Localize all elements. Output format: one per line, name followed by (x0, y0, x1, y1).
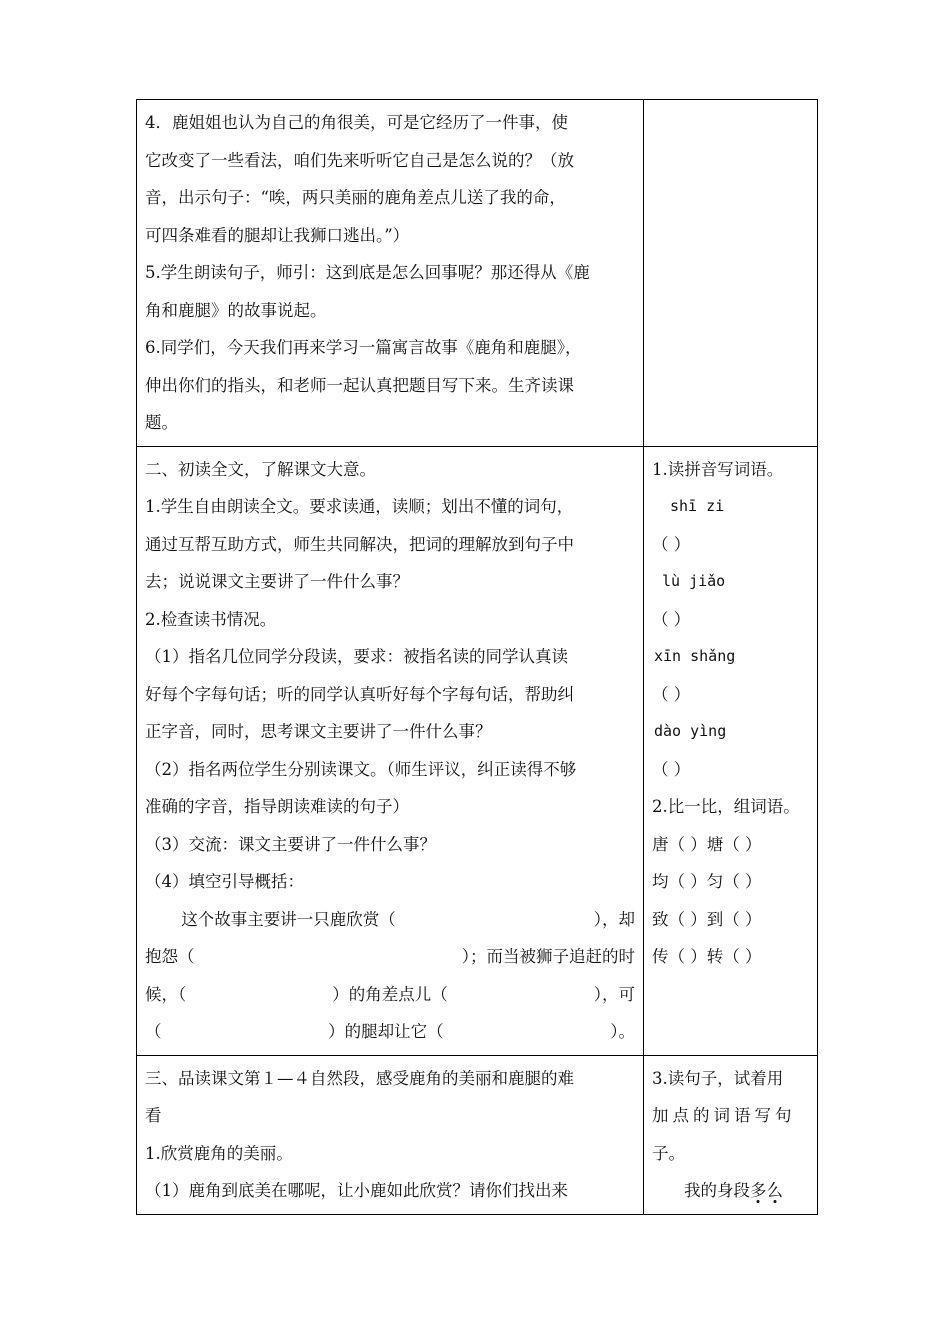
fill-in-line (145, 976, 635, 1014)
text-line: （4）填空引导概括： (145, 872, 304, 891)
compare-pair (652, 938, 811, 976)
fill-text: ）的腿却让它（ (328, 1022, 444, 1041)
text-line: 它改变了一些看法，咱们先来听听它自己是怎么说的？（放 (145, 150, 574, 170)
text-line: 题。 (145, 413, 178, 432)
dotted-char: 多 (750, 1181, 767, 1200)
answer-blank: （ ） (652, 534, 691, 554)
compare-item: 致（ ） (652, 909, 707, 929)
dotted-char: 么 (766, 1181, 783, 1200)
text-line: 2.检查读书情况。 (145, 609, 277, 629)
text-line: 去；说说课文主要讲了一件什么事？ (145, 572, 409, 591)
fill-text: 这个故事主要讲一只鹿欣赏（ (181, 909, 396, 929)
text-line: 5.学生朗读句子，师引：这到底是怎么回事呢？那还得从《鹿 (145, 263, 590, 282)
text-line: 角和鹿腿》的故事说起。 (145, 300, 327, 320)
exercise-heading: 2.比一比，组词语。 (652, 797, 800, 816)
text-line: 可四条难看的腿却让我狮口逃出。”） (145, 225, 410, 245)
table-row (137, 1055, 818, 1214)
text-line: 通过互帮互助方式，师生共同解决，把词的理解放到句子中 (145, 534, 574, 554)
sentence-text: 我的身段 (684, 1181, 750, 1200)
side-cell (644, 100, 818, 447)
answer-blank: （ ） (652, 759, 691, 779)
text-line: 1.学生自由朗读全文。要求读通，读顺；划出不懂的词句， (145, 497, 574, 516)
compare-item: 转（ ） (706, 947, 762, 966)
fill-text: ）的角差点儿（ (332, 984, 448, 1004)
main-cell (137, 446, 644, 1055)
text-line: 看 (145, 1106, 162, 1125)
text-line: 6.同学们，今天我们再来学习一篇寓言故事《鹿角和鹿腿》， (145, 338, 582, 357)
compare-item: 匀（ ） (706, 872, 762, 891)
main-cell (137, 100, 644, 447)
pinyin-word: lù jiǎo (662, 572, 726, 590)
text-line: 正字音，同时，思考课文主要讲了一件什么事？ (145, 722, 492, 741)
side-cell (644, 446, 818, 1055)
text-line: 好每个字每句话；听的同学认真听好每个字每句话，帮助纠 (145, 684, 574, 704)
text-line: （3）交流：课文主要讲了一件什么事？ (145, 834, 436, 854)
exercise-heading: 1.读拼音写词语。 (652, 459, 784, 479)
text-line: 伸出你们的指头，和老师一起认真把题目写下来。生齐读课 (145, 375, 574, 395)
text-line: （1）指名几位同学分段读，要求：被指名读的同学认真读 (145, 647, 568, 666)
compare-item: 均（ ） (652, 872, 707, 891)
fill-in-line (145, 901, 635, 939)
side-cell (644, 1055, 818, 1214)
compare-pair (652, 901, 811, 939)
table-row (137, 100, 818, 447)
text-line: 准确的字音，指导朗读难读的句子） (145, 797, 409, 816)
text-line: （1）鹿角到底美在哪呢，让小鹿如此欣赏？请你们找出来 (145, 1181, 568, 1200)
text-line: 1.欣赏鹿角的美丽。 (145, 1143, 293, 1163)
fill-text: ）。 (610, 1022, 635, 1041)
compare-pair (652, 826, 811, 864)
text-line: （2）指名两位学生分别读课文。（师生评议，纠正读得不够 (145, 759, 577, 779)
section-heading: 二、初读全文，了解课文大意。 (145, 459, 376, 479)
compare-pair (652, 863, 811, 901)
table-row (137, 446, 818, 1055)
fill-text: ）；而当被狮子追赶的时 (461, 947, 635, 966)
fill-text: 抱怨（ (145, 947, 195, 966)
answer-blank: （ ） (652, 684, 691, 704)
compare-item: 传（ ） (652, 947, 707, 966)
text-line: 音，出示句子：“唉，两只美丽的鹿角差点儿送了我的命， (145, 188, 566, 207)
fill-text: ），却 (593, 909, 635, 929)
section-heading: 三、品读课文第１—４自然段，感受鹿角的美丽和鹿腿的难 (145, 1068, 574, 1088)
text-line: 子。 (652, 1143, 685, 1163)
pinyin-word: dào yìng (654, 722, 727, 740)
fill-text: （ (145, 1022, 162, 1041)
answer-blank: （ ） (652, 609, 691, 629)
example-sentence (652, 1172, 811, 1210)
compare-item: 到（ ） (706, 909, 762, 929)
fill-text: 候，（ (145, 984, 187, 1004)
exercise-heading: 3.读句子，试着用 (652, 1068, 784, 1088)
lesson-plan-table (136, 99, 818, 1215)
text-line: 4．鹿姐姐也认为自己的角很美，可是它经历了一件事，使 (145, 113, 568, 132)
compare-item: 唐（ ） (652, 834, 707, 854)
main-cell (137, 1055, 644, 1214)
text-line: 加点的词语写句 (652, 1106, 796, 1125)
pinyin-word: shī zi (670, 497, 725, 515)
pinyin-word: xīn shǎng (654, 647, 736, 665)
fill-in-line (145, 938, 635, 976)
compare-item: 塘（ ） (706, 834, 762, 854)
fill-text: ），可 (593, 984, 635, 1004)
fill-in-line (145, 1013, 635, 1051)
